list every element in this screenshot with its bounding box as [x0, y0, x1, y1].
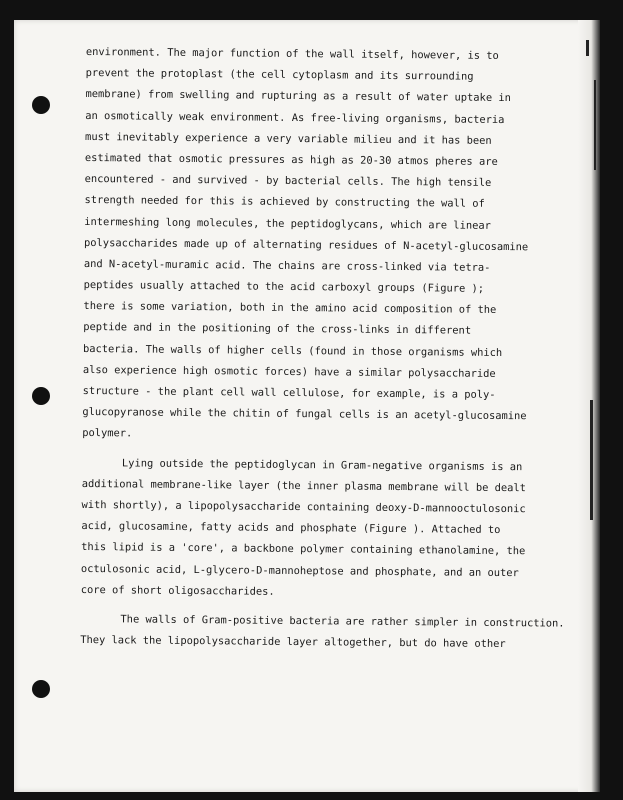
text-line: acid, glucosamine, fatty acids and phosphate (Figure ). Attached to: [81, 520, 501, 537]
text-line: The walls of Gram-positive bacteria are rather simpler in construction.: [120, 613, 565, 630]
text-line: polymer.: [82, 427, 133, 440]
paragraph-3: [80, 609, 565, 656]
body-text: [80, 42, 565, 656]
text-line: there is some variation, both in the amino acid composition of the: [83, 300, 497, 317]
text-line: polysaccharides made up of alternating residues of N-acetyl-glucosamine: [84, 236, 529, 253]
text-line: prevent the protoplast (the cell cytoplasm and its surrounding: [85, 67, 474, 83]
text-line: strength needed for this is achieved by constructing the wall of: [84, 194, 485, 211]
text-line: membrane) from swelling and rupturing as a result of water uptake in: [85, 88, 511, 105]
paragraph-1: [82, 42, 556, 449]
text-line: intermeshing long molecules, the peptidoglycans, which are linear: [84, 215, 491, 232]
punch-hole-middle: [32, 387, 50, 405]
scan-artifact: [594, 80, 596, 170]
text-line: glucopyranose while the chitin of fungal cells is an acetyl-glucosamine: [82, 406, 527, 423]
text-line: peptides usually attached to the acid carboxyl groups (Figure );: [83, 279, 485, 295]
document-page: [14, 20, 600, 792]
punch-hole-top: [32, 96, 50, 114]
text-line: encountered - and survived - by bacterial cells. The high tensile: [84, 173, 492, 190]
page-edge-shadow: [578, 20, 600, 792]
text-line: additional membrane-like layer (the inner plasma membrane will be dealt: [81, 477, 526, 494]
text-line: and N-acetyl-muramic acid. The chains are cross-linked via tetra-: [83, 257, 491, 274]
text-line: They lack the lipopolysaccharide layer altogether, but do have other: [80, 634, 506, 651]
paragraph-2: [81, 453, 552, 606]
text-line: octulosonic acid, L-glycero-D-mannoheptose and phosphate, and an outer: [80, 562, 519, 579]
text-line: structure - the plant cell wall cellulose, for example, is a poly-: [82, 384, 496, 401]
text-line: environment. The major function of the wall itself, however, is to: [85, 45, 499, 62]
punch-hole-bottom: [32, 680, 50, 698]
text-line: core of short oligosaccharides.: [80, 583, 275, 598]
scan-artifact: [590, 400, 593, 520]
text-line: this lipid is a 'core', a backbone polymer containing ethanolamine, the: [81, 541, 526, 558]
text-line: bacteria. The walls of higher cells (found in those organisms which: [82, 342, 503, 359]
text-line: an osmotically weak environment. As free-living organisms, bacteria: [85, 109, 505, 126]
text-line: also experience high osmotic forces) have a similar polysaccharide: [82, 363, 496, 380]
text-line: must inevitably experience a very variable milieu and it has been: [85, 130, 492, 147]
text-line: peptide and in the positioning of the cross-links in different: [83, 321, 472, 338]
text-line: estimated that osmotic pressures as high as 20-30 atmos pheres are: [84, 151, 498, 168]
scan-artifact: [586, 40, 589, 56]
text-line: Lying outside the peptidoglycan in Gram-negative organisms is an: [121, 456, 523, 473]
text-line: with shortly), a lipopolysaccharide containing deoxy-D-mannooctulosonic: [81, 498, 526, 516]
